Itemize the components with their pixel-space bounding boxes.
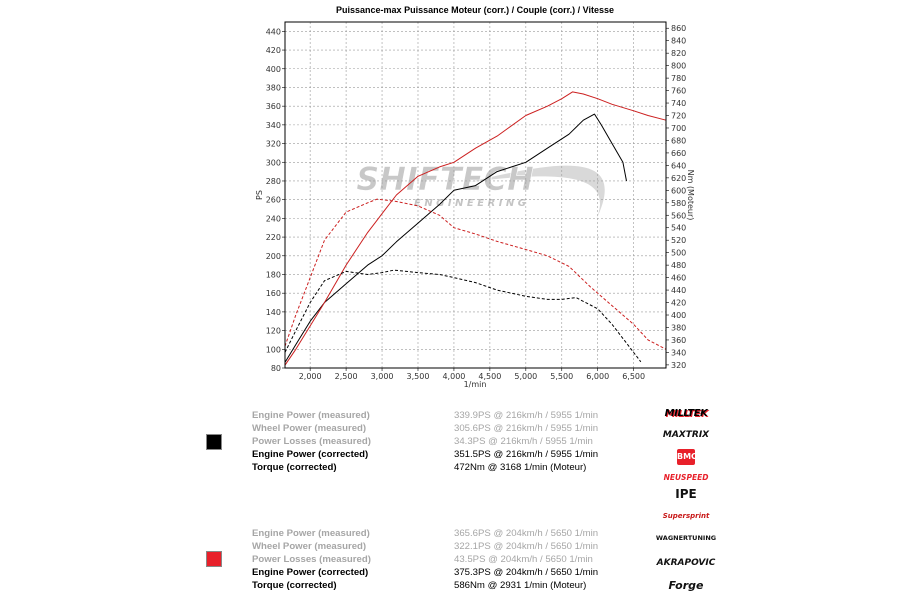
y-tick-label-right: 820 xyxy=(671,49,687,59)
series-power-stock xyxy=(285,114,627,362)
sponsor-logo-neuspeed: NEUSPEED xyxy=(663,473,709,482)
legend-swatch-black xyxy=(206,434,222,450)
result-value: 375.3PS @ 204km/h / 5650 1/min xyxy=(454,567,599,578)
y-tick-label-left: 140 xyxy=(265,307,281,317)
y-tick-label-right: 860 xyxy=(671,24,687,34)
y-tick-label-left: 440 xyxy=(265,27,281,37)
sponsor-logo-forge: Forge xyxy=(668,579,704,592)
y-tick-label-left: 420 xyxy=(265,46,281,56)
y-tick-label-right: 520 xyxy=(671,236,687,246)
y-tick-label-right: 500 xyxy=(671,248,687,258)
chart-series xyxy=(285,92,666,365)
y-tick-label-left: 220 xyxy=(265,233,281,243)
result-value: 34.3PS @ 216km/h / 5955 1/min xyxy=(454,436,593,447)
result-value: 472Nm @ 3168 1/min (Moteur) xyxy=(454,462,587,473)
result-label: Torque (corrected) xyxy=(252,462,337,473)
result-label: Power Losses (measured) xyxy=(252,436,371,447)
y-tick-label-left: 240 xyxy=(265,214,281,224)
y-tick-label-right: 420 xyxy=(671,298,687,308)
y-tick-label-right: 460 xyxy=(671,273,687,283)
y-tick-label-right: 700 xyxy=(671,123,687,133)
y-tick-label-right: 740 xyxy=(671,99,687,109)
result-value: 305.6PS @ 216km/h / 5955 1/min xyxy=(454,423,599,434)
y-tick-label-right: 540 xyxy=(671,223,687,233)
y-tick-label-left: 160 xyxy=(265,289,281,299)
y-tick-label-right: 560 xyxy=(671,211,687,221)
y-tick-label-left: 380 xyxy=(265,83,281,93)
y-tick-label-right: 620 xyxy=(671,173,687,183)
x-tick-label: 3,500 xyxy=(406,372,430,381)
result-value: 586Nm @ 2931 1/min (Moteur) xyxy=(454,580,587,591)
y-tick-label-left: 340 xyxy=(265,120,281,130)
y-tick-label-right: 780 xyxy=(671,74,687,84)
y-tick-label-right: 720 xyxy=(671,111,687,121)
y-tick-label-left: 120 xyxy=(265,326,281,336)
x-tick-label: 5,500 xyxy=(550,372,574,381)
y-tick-label-right: 360 xyxy=(671,335,687,345)
y-tick-label-right: 760 xyxy=(671,86,687,96)
series-power-tuned xyxy=(285,92,666,365)
y-tick-label-right: 480 xyxy=(671,261,687,271)
legend-swatch-red xyxy=(206,551,222,567)
x-tick-label: 4,000 xyxy=(442,372,466,381)
y-tick-label-left: 100 xyxy=(265,345,281,355)
y-tick-label-right: 600 xyxy=(671,186,687,196)
y-tick-label-right: 840 xyxy=(671,36,687,46)
y-tick-label-left: 360 xyxy=(265,102,281,112)
x-tick-label: 3,000 xyxy=(370,372,394,381)
result-label: Wheel Power (measured) xyxy=(252,423,367,434)
result-label: Engine Power (corrected) xyxy=(252,567,369,578)
result-value: 322.1PS @ 204km/h / 5650 1/min xyxy=(454,541,599,552)
y-tick-label-right: 800 xyxy=(671,61,687,71)
y-axis-label-left: PS xyxy=(255,190,264,200)
sponsor-logo-wagnertuning: WAGNERTUNING xyxy=(655,534,717,542)
sponsor-logo-milltek: MILLTEK xyxy=(664,408,708,419)
y-tick-label-left: 180 xyxy=(265,270,281,280)
y-tick-label-left: 200 xyxy=(265,251,281,261)
y-tick-label-left: 260 xyxy=(265,195,281,205)
x-axis-label: 1/min xyxy=(463,380,487,389)
y-tick-label-right: 680 xyxy=(671,136,687,146)
y-tick-label-right: 380 xyxy=(671,323,687,333)
series-torque-stock xyxy=(285,270,641,362)
y-axis-label-right: Nm (Moteur) xyxy=(686,169,695,221)
result-label: Engine Power (corrected) xyxy=(252,449,369,460)
watermark-logo xyxy=(356,160,605,220)
result-label: Wheel Power (measured) xyxy=(252,541,367,552)
chart-title: Puissance-max Puissance Moteur (corr.) / Couple (corr.) / Vitesse xyxy=(336,5,614,15)
x-tick-label: 4,500 xyxy=(478,372,502,381)
x-tick-label: 6,000 xyxy=(586,372,610,381)
x-tick-label: 5,000 xyxy=(514,372,538,381)
y-tick-label-right: 580 xyxy=(671,198,687,208)
y-tick-label-right: 640 xyxy=(671,161,687,171)
y-tick-label-right: 400 xyxy=(671,311,687,321)
result-value: 43.5PS @ 204km/h / 5650 1/min xyxy=(454,554,593,565)
y-tick-label-left: 320 xyxy=(265,139,281,149)
x-tick-label: 2,000 xyxy=(298,372,322,381)
result-label: Torque (corrected) xyxy=(252,580,337,591)
y-tick-label-left: 400 xyxy=(265,64,281,74)
sponsor-logo-ipe: IPE xyxy=(675,487,697,501)
y-tick-label-right: 340 xyxy=(671,348,687,358)
watermark-sub: E N G I N E E R I N G xyxy=(414,198,526,209)
result-value: 365.6PS @ 204km/h / 5650 1/min xyxy=(454,528,599,539)
result-label: Engine Power (measured) xyxy=(252,528,370,539)
sponsor-logo-maxtrix: MAXTRIX xyxy=(662,430,710,440)
y-tick-label-left: 80 xyxy=(270,364,281,373)
y-tick-label-left: 300 xyxy=(265,158,281,168)
x-tick-label: 6,500 xyxy=(622,372,646,381)
y-tick-label-left: 280 xyxy=(265,176,281,186)
result-value: 339.9PS @ 216km/h / 5955 1/min xyxy=(454,410,599,421)
result-value: 351.5PS @ 216km/h / 5955 1/min xyxy=(454,449,599,460)
x-tick-label: 2,500 xyxy=(334,372,358,381)
y-tick-label-right: 320 xyxy=(671,360,687,370)
result-label: Engine Power (measured) xyxy=(252,410,370,421)
result-label: Power Losses (measured) xyxy=(252,554,371,565)
sponsor-logo-supersprint: Supersprint xyxy=(662,512,710,520)
y-tick-label-right: 660 xyxy=(671,148,687,158)
sponsor-logo-akrapovic: AKRAPOVIC xyxy=(656,558,716,568)
y-tick-label-right: 440 xyxy=(671,286,687,296)
watermark-brand: SHIFTECH xyxy=(356,160,534,198)
sponsor-logo-bmc: BMC xyxy=(677,449,695,465)
